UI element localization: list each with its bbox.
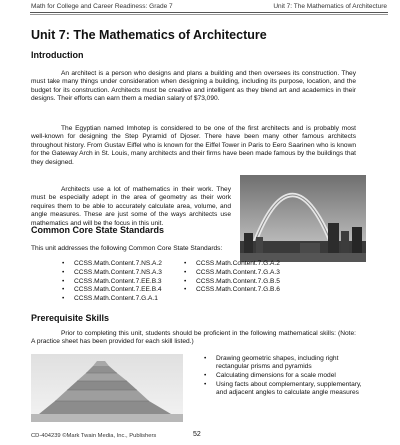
footer-publisher: CD-404239 ©Mark Twain Media, Inc., Publishers: [31, 433, 157, 439]
standards-heading: Common Core State Standards: [31, 225, 165, 235]
intro-paragraph-2: The Egyptian named Imhotep is considered to be one of the first architects and is probably most well-known for designing the Step Pyramid of Djoser. There have been many other famous architects throughout history. From Gustav Eiffel who is known for the Eiffel Tower in Paris to Eero Saarinen who is known for the Gateway Arch in St. Louis, many architects and their firms have been made famous by the buildings that they designed.: [31, 125, 356, 166]
intro-paragraph-1: An architect is a person who designs and plans a building and then oversees its construction. They must take many things under consideration when designing a building, including its purpose, location, and the budget for its construction. Architects must be creative and intelligent as they blend art and academics in their designs. Their efforts can earn them a median salary of $73,090.: [31, 70, 356, 103]
header-rule-thin: [30, 14, 388, 15]
standard-item: • CCSS.Math.Content.7.EE.B.4: [59, 286, 162, 295]
page-number: 52: [193, 431, 201, 438]
header-book-title: Math for College and Career Readiness: Grade 7: [31, 3, 173, 10]
standards-list-2: [181, 260, 280, 295]
intro-paragraph-3: Architects use a lot of mathematics in their work. They must be especially adept in the area of geometry as their work requires them to be able to accurately calculate area, volume, and angle measures. These are just some of the ways architects use mathematics and will be the focus in this unit.: [31, 186, 231, 227]
standard-item: • CCSS.Math.Content.7.G.A.2: [181, 260, 280, 269]
standard-item: • CCSS.Math.Content.7.EE.B.3: [59, 278, 162, 287]
skill-item: • Drawing geometric shapes, including right rectangular prisms and pyramids: [202, 355, 372, 372]
header-rule: [30, 12, 388, 13]
prerequisite-intro: Prior to completing this unit, students should be proficient in the following mathematical skills: (Note: A practice sheet has been provided for each skill listed.): [31, 330, 356, 346]
standard-item: • CCSS.Math.Content.7.G.B.6: [181, 286, 280, 295]
standards-list-1: [59, 260, 162, 304]
prerequisite-heading: Prerequisite Skills: [31, 313, 110, 323]
standard-item: • CCSS.Math.Content.7.NS.A.3: [59, 269, 162, 278]
page-header: [0, 0, 400, 13]
step-pyramid-photo: [31, 354, 183, 422]
standard-item: • CCSS.Math.Content.7.G.B.5: [181, 278, 280, 287]
unit-title: Unit 7: The Mathematics of Architecture: [31, 28, 267, 42]
standard-item: • CCSS.Math.Content.7.G.A.3: [181, 269, 280, 278]
prerequisite-skills-list: [202, 355, 372, 398]
introduction-heading: Introduction: [31, 50, 84, 60]
header-unit-title: Unit 7: The Mathematics of Architecture: [273, 3, 387, 10]
standard-item: • CCSS.Math.Content.7.G.A.1: [59, 295, 162, 304]
standards-intro: This unit addresses the following Common Core State Standards:: [31, 245, 223, 252]
skill-item: • Using facts about complementary, supplementary, and adjacent angles to calculate angle measures: [202, 381, 372, 398]
skill-item: • Calculating dimensions for a scale model: [202, 372, 372, 380]
standard-item: • CCSS.Math.Content.7.NS.A.2: [59, 260, 162, 269]
